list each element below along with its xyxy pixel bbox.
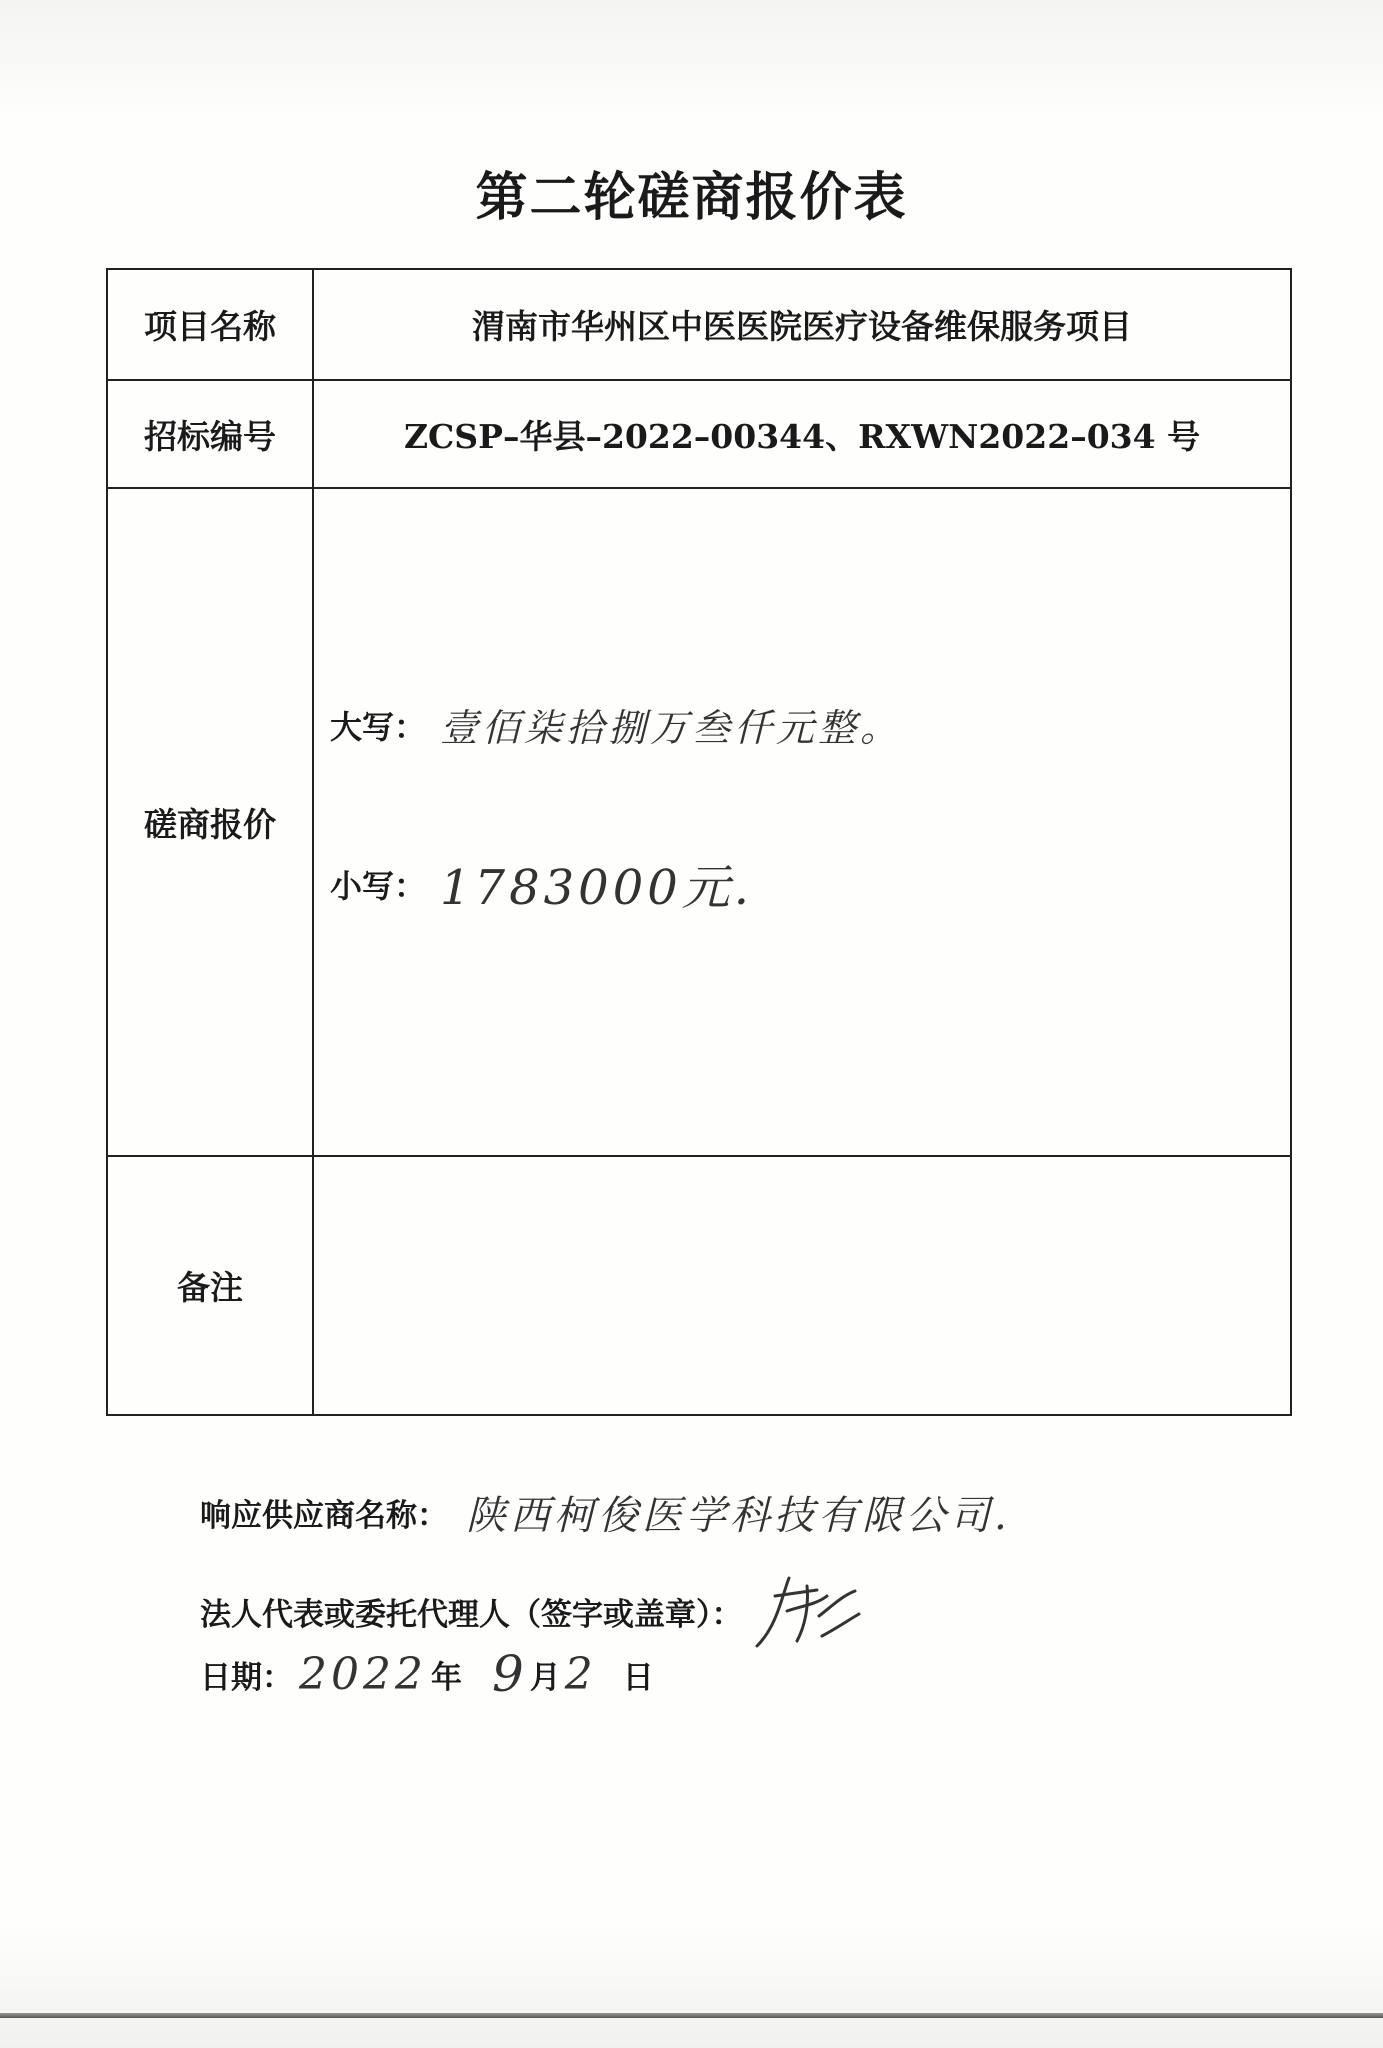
quote-lower-value: 1783000元. xyxy=(440,860,754,916)
date-day-unit: 日 xyxy=(622,1659,654,1696)
project-name-value: 渭南市华州区中医医院医疗设备维保服务项目 xyxy=(313,269,1291,380)
project-name-label: 项目名称 xyxy=(107,269,313,380)
supplier-line xyxy=(200,1484,1011,1541)
date-day: 2 xyxy=(564,1648,597,1700)
quote-upper-line xyxy=(330,697,902,752)
bid-number-label: 招标编号 xyxy=(107,380,313,488)
quote-cell xyxy=(313,488,1291,1156)
date-month: 9 xyxy=(491,1645,528,1703)
document-title: 第二轮磋商报价表 xyxy=(475,168,908,228)
quote-lower-label: 小写： xyxy=(330,866,427,905)
page-bottom-edge xyxy=(0,2013,1383,2018)
quote-table xyxy=(106,268,1292,1416)
quote-upper-label: 大写： xyxy=(330,707,427,746)
row-project-name xyxy=(107,269,1291,380)
date-month-unit: 月 xyxy=(529,1659,561,1696)
row-bid-number xyxy=(107,380,1291,488)
row-quote xyxy=(107,488,1291,1156)
bid-number-value: ZCSP–华县–2022–00344、RXWN2022–034 号 xyxy=(313,380,1291,488)
row-remarks xyxy=(107,1156,1291,1415)
remarks-value xyxy=(313,1156,1291,1415)
remarks-label: 备注 xyxy=(107,1156,313,1415)
date-year-unit: 年 xyxy=(430,1659,462,1696)
representative-label: 法人代表或委托代理人（签字或盖章）： xyxy=(200,1596,743,1633)
date-year: 2022 xyxy=(299,1648,427,1700)
quote-label: 磋商报价 xyxy=(107,488,313,1156)
supplier-label: 响应供应商名称： xyxy=(200,1498,448,1534)
signature-icon xyxy=(747,1566,867,1656)
date-line xyxy=(200,1645,654,1703)
date-label: 日期： xyxy=(200,1659,293,1696)
quote-upper-value: 壹佰柒拾捌万叁仟元整。 xyxy=(440,706,903,750)
supplier-value: 陕西柯俊医学科技有限公司. xyxy=(466,1493,1011,1539)
quote-lower-line xyxy=(330,849,753,918)
representative-line xyxy=(200,1566,867,1656)
